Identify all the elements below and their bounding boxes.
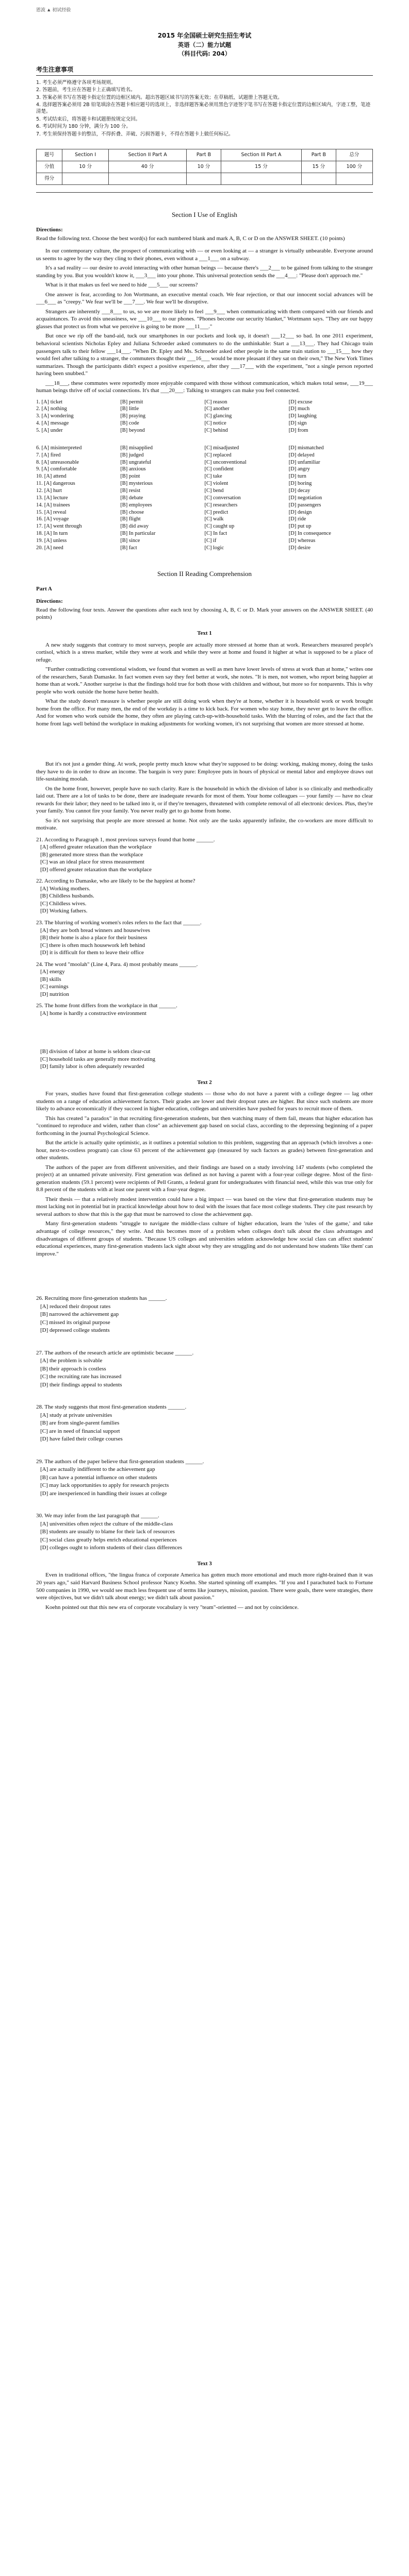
question-option: [B] generated more stress than the workplace [40, 851, 143, 858]
spacer [36, 1017, 373, 1048]
question-stem: 22. According to Damaske, who are likely to be the happiest at home? [36, 878, 195, 885]
question-option: [D] Working fathers. [40, 908, 88, 914]
note-item: 5. 考试结束后，将答题卡和试题册按规定交回。 [36, 116, 141, 122]
option: [B] permit [120, 399, 143, 405]
cloze-option-row [36, 509, 373, 516]
option: [C] notice [204, 420, 226, 427]
cloze-option-row [36, 420, 373, 427]
option: [B] since [120, 538, 140, 544]
question-option: [C] Childless wives. [40, 900, 87, 907]
option: [B] point [120, 473, 140, 480]
section2-title: Section II Reading Comprehension [157, 569, 252, 578]
option: [B] beyond [120, 428, 145, 434]
reading-paragraph: But the article is actually quite optimistic, as it outlines a potential solution to this problem, suggesting that an approach (which involves a one-hour, next-to-costless program) can close 63 percent of the achievement gap (measured by such factors as grades) between first-generation and other students. [36, 1140, 373, 1161]
option: [B] code [120, 420, 139, 427]
question-option: [A] reduced their dropout rates [40, 1303, 111, 1310]
cloze-paragraph: ___18___, these commutes were reportedly more enjoyable compared with those without communication, which makes total sense, ___19___ human beings thrive off of social connections. It's that ___20___: Talking to strangers can make you feel connected. [36, 380, 373, 394]
score-cell: Part B [187, 149, 221, 161]
question [36, 961, 373, 998]
question-option: [A] offered greater relaxation than the workplace [40, 844, 152, 851]
reading-paragraph: So it's not surprising that people are more stressed at home. Not only are the tasks apparently infinite, the co-workers are more difficult to motivate. [36, 817, 373, 832]
question-option: [A] are actually indifferent to the achievement gap [40, 1466, 155, 1473]
option: 15. [A] reveal [36, 509, 67, 515]
question-option: [D] it is difficult for them to leave their office [40, 950, 144, 956]
option: [C] reason [204, 399, 227, 405]
question-stem: 26. Recruiting more first-generation students has ______. [36, 1295, 167, 1302]
question-stem: 29. The authors of the paper believe that first-generation students ______. [36, 1458, 204, 1465]
option: [D] put up [288, 523, 312, 530]
cloze-paragraph: It's a sad reality — our desire to avoid interacting with other human beings — because there's ___2___ to be gained from talking to the stranger standing by you. But you wouldn't know it, ___3___ into your phone. This universal protection sends the ___4___: "Please don't approach me." [36, 265, 373, 279]
option: [C] walk [204, 516, 224, 522]
score-cell: Section II Part A [109, 149, 187, 161]
question [36, 919, 373, 957]
question-option: [B] narrowed the achievement gap [40, 1311, 119, 1318]
question-option: [D] offered greater relaxation than the workplace [40, 866, 152, 873]
score-cell [336, 173, 372, 185]
cloze-options [36, 399, 373, 552]
option: [C] researchers [204, 502, 238, 508]
note-item: 1. 考生必须严格遵守各项考场规则。 [36, 79, 116, 86]
option: [C] unconventional [204, 459, 247, 465]
option: 12. [A] hurt [36, 488, 62, 494]
option: 11. [A] dangerous [36, 481, 75, 487]
option: [D] mismatched [288, 445, 324, 451]
option: [D] whereas [288, 538, 316, 544]
reading-paragraph: Their thesis — that a relatively modest intervention could have a big impact — was based on the view that first-generation students may be most lacking not in potential but in practical knowledge about how to deal with the issues that face most college students. They cite past research by several authors to show that this is the gap that must be narrowed to close the achievement gap. [36, 1196, 373, 1217]
reading-paragraph: This has created "a paradox" in that recruiting first-generation students, but then watching many of them fail, means that higher education has "continued to reproduce and widen, rather than close" an achievement gap based on social class, according to the depressing beginning of a paper forthcoming in the journal Psychological Science. [36, 1115, 373, 1137]
section2-directions: Read the following four texts. Answer the questions after each text by choosing A, B, C or D. Mark your answers on the ANSWER SHEET. (40 points) [36, 606, 373, 621]
top-bar-left: 恩波 ▲ 初试经验 [36, 7, 71, 12]
option: [D] unfamiliar [288, 459, 320, 465]
question [36, 877, 373, 915]
reading-paragraph: Many first-generation students "struggle to navigate the middle-class culture of higher education, learn the 'rules of the game,' and take advantage of college resources," they write. And this becomes more of a problem when colleges don't talk about the class advantages and disadvantages of different groups of students. "Because US colleges and universities seldom acknowledge how social class can affect students' educational experiences, many first-generation students lack sight about why they are struggling and do not understand how students 'like them' can improve." [36, 1221, 373, 1257]
question-option: [A] Working mothers. [40, 885, 90, 892]
score-cell [221, 173, 301, 185]
option: 3. [A] wondering [36, 413, 74, 419]
option: [D] much [288, 406, 310, 412]
note-item: 3. 答案必须书写在答题卡指定位置的边框区域内。超出答题区域书写的答案无效；在草稿纸、试题册上答题无效。 [36, 94, 283, 100]
option: [B] fact [120, 545, 137, 551]
note-item: 2. 答题前，考生应在答题卡上正确填写姓名。 [36, 87, 136, 93]
option: 7. [A] fired [36, 452, 61, 458]
question [36, 1349, 373, 1389]
option: [C] another [204, 406, 230, 412]
question-option: [A] the problem is solvable [40, 1358, 103, 1364]
reading-paragraph: Koehn pointed out that this new era of corporate vocabulary is very "team"-oriented — and not by coincidence. [45, 1604, 299, 1611]
cloze-option-row [36, 502, 373, 509]
score-cell [109, 173, 187, 185]
question-stem: 28. The study suggests that most first-generation students ______. [36, 1404, 187, 1411]
option: 14. [A] trainees [36, 502, 70, 508]
cloze-option-row [36, 445, 373, 452]
cloze-option-row [36, 516, 373, 523]
score-cell: 40 分 [109, 161, 187, 173]
score-cell: 15 分 [221, 161, 301, 173]
option: [C] glancing [204, 413, 232, 419]
spacer [36, 1389, 373, 1399]
option: [B] mysterious [120, 481, 153, 487]
option: [D] desire [288, 545, 311, 551]
option: [D] sign [288, 420, 307, 427]
cloze-option-row [36, 452, 373, 459]
score-cell: 10 分 [62, 161, 109, 173]
notes-heading: 考生注意事项 [36, 66, 373, 76]
option: [D] angry [288, 466, 310, 472]
option: 16. [A] voyage [36, 516, 69, 522]
section2-directions-label: Directions: [36, 598, 63, 605]
question-option: [A] universities often reject the culture of the middle-class [40, 1520, 173, 1527]
question-stem: 25. The home front differs from the workplace in that ______. [36, 1003, 177, 1009]
question [36, 1295, 373, 1334]
notes-list [36, 80, 373, 138]
question [36, 1002, 373, 1071]
option: [B] In particular [120, 531, 156, 537]
question-option: [C] earnings [40, 984, 69, 990]
cloze-option-row [36, 487, 373, 495]
option: [D] In consequence [288, 531, 331, 537]
option: [C] In fact [204, 531, 227, 537]
reading-paragraph: On the home front, however, people have no such clarity. Rare is the household in which the division of labor is so clinically and methodically laid out. There are a lot of tasks to be done, there are inadequate rewards for most of them. Your home colleagues — your family — have no clear rewards for their labor; they need to be talked into it, or if they're teenagers, threatened with complete removal of all electronic devices. Plus, they're your family. You cannot fire your family. You never really get to go home from home. [36, 785, 373, 815]
question-option: [C] are in need of financial support [40, 1428, 120, 1434]
option: 6. [A] misinterpreted [36, 445, 82, 451]
option: [B] judged [120, 452, 144, 458]
option: [B] did away [120, 523, 149, 530]
option: 10. [A] attend [36, 473, 67, 480]
reading-paragraph: A new study suggests that contrary to most surveys, people are actually more stressed at home than at work. Researchers measured people's cortisol, which is a stress marker, while they were at work and while they were at home and found it higher at what is supposed to be a place of refuge. [36, 641, 373, 663]
reading-paragraph: "Further contradicting conventional wisdom, we found that women as well as men have lower levels of stress at work than at home," writes one of the researchers, Sarah Damaske. In fact women even say they feel better at work, she notes. "It is men, not women, who report being happier at home than at work." Another surprise is that the findings hold true for both those with children and without, but more so for nonparents. This is why people who work outside the home have better health. [36, 666, 373, 695]
option: [C] logic [204, 545, 224, 551]
cloze-option-row [36, 459, 373, 466]
option: [C] violent [204, 481, 228, 487]
cloze-paragraph: Strangers are inherently ___8___ to us, so we are more likely to feel ___9___ when communicating with them compared with our friends and acquaintances. To avoid this uneasiness, we ___10___ to our phones. "Phones become our security blanket," Wortmann says. "They are our happy glasses that protect us from what we perceive is going to be more ___11___." [36, 308, 373, 330]
question-option: [C] the recruiting rate has increased [40, 1374, 122, 1380]
score-cell: Section III Part A [221, 149, 301, 161]
score-cell: 15 分 [301, 161, 336, 173]
question-option: [D] have failed their college courses [40, 1436, 123, 1443]
option: [D] turn [288, 473, 306, 480]
question-option: [B] their home is also a place for their business [40, 935, 148, 941]
section1-directions-label: Directions: [36, 227, 63, 233]
cloze-option-row [36, 523, 373, 530]
option: [D] passengers [288, 502, 321, 508]
question-option: [B] their approach is costless [40, 1365, 106, 1372]
note-item: 4. 选择题答案必须用 2B 铅笔填涂在答题卡相应题号的选项上，非选择题答案必须用黑色字迹签字笔书写在答题卡指定位置的边框区域内，字迹工整，笔迹清楚。 [36, 102, 371, 114]
cloze-paragraph: What is it that makes us feel we need to hide ___5___ our screens? [45, 282, 198, 289]
cloze-option-row [36, 399, 373, 406]
cloze-paragraph: In our contemporary culture, the prospect of communicating with — or even looking at — a stranger is virtually unbearable. Everyone around us seems to agree by the way they cling to their phones, even without a ___1___ on a subway. [36, 248, 373, 262]
question-option: [B] skills [40, 976, 61, 982]
option: [B] resist [120, 488, 141, 494]
question-option: [C] there is often much housework left behind [40, 942, 145, 948]
option: [B] little [120, 406, 139, 412]
exam-subtitle: 英语（二）能力试题 [177, 41, 232, 48]
option: [C] misadjusted [204, 445, 239, 451]
score-cell [187, 173, 221, 185]
score-row-header [37, 149, 373, 161]
spacer [36, 730, 373, 760]
option: [C] replaced [204, 452, 232, 458]
option: [D] negotiation [288, 495, 322, 501]
question-option: [C] household tasks are generally more motivating [40, 1056, 155, 1062]
question-option: [D] are inexperienced in handling their issues at college [40, 1490, 167, 1497]
cloze-option-row [36, 537, 373, 545]
score-cell: Section I [62, 149, 109, 161]
question [36, 1512, 373, 1552]
question-option: [A] home is hardly a constructive environment [40, 1010, 146, 1016]
question-option: [A] energy [40, 969, 65, 975]
cloze-option-row [36, 480, 373, 487]
question [36, 836, 373, 874]
option: 20. [A] need [36, 545, 63, 551]
text1-title: Text 1 [197, 630, 212, 636]
spacer [36, 1335, 373, 1345]
reading-paragraph: But it's not just a gender thing. At work, people pretty much know what they're supposed to be doing: working, making money, doing the tasks they have to do in order to draw an income. The bargain is very pure: Employee puts in hours of physical or mental labor and employee draws out life-sustaining moolah. [36, 761, 373, 783]
exam-title: 2015 年全国硕士研究生招生考试 [157, 31, 252, 39]
section1-title: Section I Use of English [171, 211, 238, 219]
question-stem: 21. According to Paragraph 1, most previous surveys found that home ______. [36, 836, 215, 843]
option: [B] choose [120, 509, 144, 515]
text3-title: Text 3 [197, 1560, 212, 1567]
score-cell: 总分 [336, 149, 372, 161]
question [36, 1458, 373, 1498]
question-option: [A] study at private universities [40, 1412, 112, 1418]
spacer [36, 1444, 373, 1454]
note-item: 7. 考生须保持答题卡的整洁，不得折叠、弄破、污损答题卡，不得在答题卡上做任何标记。 [36, 131, 234, 137]
option: [B] flight [120, 516, 141, 522]
option: [B] ungrateful [120, 459, 152, 465]
text2-title: Text 2 [197, 1079, 212, 1086]
cloze-option-row [36, 427, 373, 434]
question-option: [C] may lack opportunities to apply for research projects [40, 1482, 169, 1489]
question [36, 1403, 373, 1443]
cloze-option-row [36, 466, 373, 473]
score-cell: 得分 [37, 173, 62, 185]
cloze-option-row [36, 495, 373, 502]
option: 13. [A] lecture [36, 495, 68, 501]
option: [B] praying [120, 413, 145, 419]
option: 1. [A] ticket [36, 399, 63, 405]
spacer [36, 1498, 373, 1508]
option: [D] from [288, 428, 308, 434]
question-option: [D] their findings appeal to students [40, 1381, 122, 1388]
option: 8. [A] unreasonable [36, 459, 79, 465]
score-cell [301, 173, 336, 185]
reading-paragraph: Even in traditional offices, "the lingua franca of corporate America has gotten much more emotional and much more right-brained than it was 20 years ago," said Harvard Business School professor Nancy Koehn. She started spinning off examples. "If you and I parachuted back to Fortune 500 companies in 1990, we would see much less frequent use of terms like journeys, mission, passion. There were goals, there were strategies, there were objectives, but we didn't talk about energy; we didn't talk about passion." [36, 1572, 373, 1601]
score-table [36, 149, 373, 185]
question-option: [B] division of labor at home is seldom clear-cut [40, 1048, 151, 1055]
cloze-option-row [36, 413, 373, 420]
option: [B] misapplied [120, 445, 153, 451]
option: [B] debate [120, 495, 143, 501]
score-row-values [37, 161, 373, 173]
question-option: [C] missed its original purpose [40, 1319, 110, 1326]
cloze-option-row [36, 545, 373, 552]
reading-paragraph: For years, studies have found that first-generation college students — those who do not have a parent with a college degree — lag other students on a range of education achievement factors. Their grades are lower and their dropout rates are higher. But since such students are more likely to advance economically if they succeed in higher education, colleges and universities have pushed for years to recruit more of them. [36, 1091, 373, 1112]
option: [D] ride [288, 516, 306, 522]
question-option: [B] students are usually to blame for their lack of resources [40, 1529, 175, 1535]
reading-paragraph: The authors of the paper are from different universities, and their findings are based on a study involving 147 students (who completed the project) at an unnamed private university. First generation was defined as not having a parent with a four-year college degree. Most of the first-generation students (59.1 percent) were recipients of Pell Grants, a federal grant for undergraduates with financial need, while this was true only for 8.8 percent of the students with at least one parent with a four-year degree. [36, 1164, 373, 1193]
option: 17. [A] went through [36, 523, 82, 530]
cloze-option-row [36, 530, 373, 537]
score-cell: 100 分 [336, 161, 372, 173]
option: [C] if [204, 538, 217, 544]
option: [B] employees [120, 502, 152, 508]
cloze-paragraph: One answer is fear, according to Jon Wortmann, an executive mental coach. We fear rejection, or that our innocent social advances will be ___6___ as "creepy." We fear we'll be ___7___. We fear we'll be disruptive. [36, 291, 373, 306]
option: [C] confident [204, 466, 234, 472]
cloze-option-row [36, 405, 373, 413]
score-cell: 题号 [37, 149, 62, 161]
question-option: [C] social class greatly helps enrich educational experiences [40, 1536, 177, 1543]
question-option: [D] family labor is often adequately rewarded [40, 1063, 144, 1070]
score-cell: 10 分 [187, 161, 221, 173]
option: [D] decay [288, 488, 310, 494]
option: 19. [A] unless [36, 538, 67, 544]
question-option: [D] colleges ought to inform students of their class differences [40, 1545, 183, 1551]
option: [C] bend [204, 488, 224, 494]
option: 2. [A] nothing [36, 406, 67, 412]
top-bar [36, 7, 373, 13]
option: 9. [A] comfortable [36, 466, 77, 472]
option: [D] delayed [288, 452, 315, 458]
cloze-paragraph: But once we rip off the band-aid, tuck our smartphones in our pockets and look up, it doesn't ___12___ so bad. In one 2011 experiment, behavioral scientists Nicholas Epley and Juliana Schroeder asked commuters to do the unthinkable: Start a ___13___. They had Chicago train passengers talk to their fellow ___14___. "When Dr. Epley and Ms. Schroeder asked other people in the same train station to ___15___ how they would feel after talking to a stranger, the commuters thought their ___16___ would be more pleasant if they sat on their own," The New York Times summarizes. Though the participants didn't expect a positive experience, after they ___17___ with the experiment, "not a single person reported having been snubbed." [36, 333, 373, 377]
part-a-title: Part A [36, 585, 52, 592]
reading-paragraph: What the study doesn't measure is whether people are still doing work when they're at home, whether it is household work or work brought home from the office. For many men, the end of the workday is a time to kick back. For women who stay home, they never get to leave the office. And for women who work outside the home, they often are playing catch-up-with-household tasks. With the blurring of roles, and the fact that the home front lags well behind the workplace in making adjustments for working women, it's not surprising that women are more stressed at home. [36, 698, 373, 727]
question-stem: 23. The blurring of working women's roles refers to the fact that ______. [36, 919, 202, 926]
option: 5. [A] under [36, 428, 63, 434]
question-option: [D] nutrition [40, 991, 69, 997]
option: [C] behind [204, 428, 228, 434]
option: [D] excuse [288, 399, 313, 405]
option: [C] predict [204, 509, 228, 515]
spacer [36, 1260, 373, 1291]
question-stem: 24. The word "moolah" (Line 4, Para. 4) most probably means ______. [36, 961, 198, 968]
spacer [36, 434, 373, 445]
score-row-earned [37, 173, 373, 185]
score-cell [62, 173, 109, 185]
question-option: [C] was an ideal place for stress measurement [40, 859, 144, 866]
option: 18. [A] In turn [36, 531, 68, 537]
option: [D] design [288, 509, 312, 515]
question-option: [B] Childless husbands. [40, 893, 94, 900]
question-option: [B] are from single-parent families [40, 1420, 120, 1427]
option: [D] laughing [288, 413, 317, 419]
note-item: 6. 考试时间为 180 分钟，满分为 100 分。 [36, 124, 131, 130]
option: [C] conversation [204, 495, 241, 501]
cloze-option-row [36, 473, 373, 480]
exam-code: （科目代码: 204） [178, 49, 231, 57]
option: [C] take [204, 473, 222, 480]
question-stem: 30. We may infer from the last paragraph that ______. [36, 1513, 159, 1519]
option: [C] caught up [204, 523, 235, 530]
question-option: [A] they are both bread winners and housewives [40, 927, 150, 934]
question-stem: 27. The authors of the research article are optimistic because ______. [36, 1349, 194, 1356]
option: [D] boring [288, 481, 312, 487]
section1-directions: Read the following text. Choose the best word(s) for each numbered blank and mark A, B, C or D on the ANSWER SHEET. (10 points) [36, 235, 345, 242]
option: [B] anxious [120, 466, 146, 472]
question-option: [D] depressed college students [40, 1327, 110, 1334]
score-cell: Part B [301, 149, 336, 161]
option: 4. [A] message [36, 420, 69, 427]
question-option: [B] can have a potential influence on other students [40, 1474, 157, 1481]
divider [36, 192, 373, 193]
score-cell: 分值 [37, 161, 62, 173]
